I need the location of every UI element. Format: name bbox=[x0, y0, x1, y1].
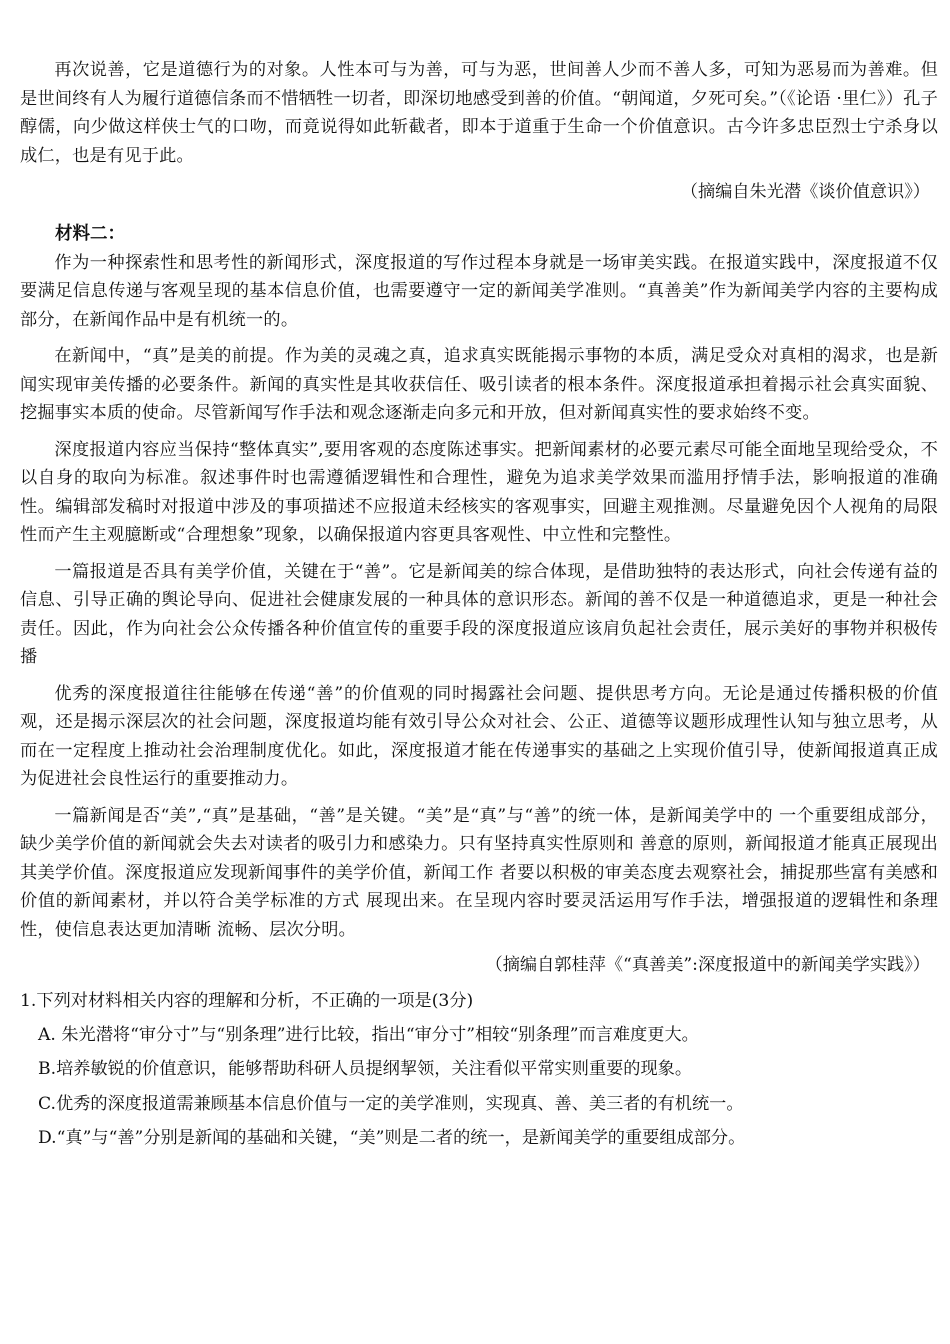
document-page bbox=[20, 56, 938, 1156]
question-stem: 1.下列对材料相关内容的理解和分析，不正确的一项是(3分) bbox=[20, 990, 474, 1011]
material1-source: （摘编自朱光潜《谈价值意识》） bbox=[680, 182, 930, 202]
material2-paragraph-3: 深度报道内容应当保持“整体真实”,要用客观的态度陈述事实。把新闻素材的必要元素尽可能全面地呈现给受众，不以自身的取向为标准。叙述事件时也需遵循逻辑性和合理性，避免为追求美学效果而滥用抒情手法，影响报道的准确性。编辑部发稿时对报道中涉及的事项描述不应报道未经核实的客观事实，回避主观推测。尽量避免因个人视角的局限性而产生主观臆断或“合理想象”现象，以确保报道内容更具客观性、中立性和完整性。 bbox=[20, 439, 938, 545]
option-a: A. 朱光潜将“审分寸”与“别条理”进行比较，指出“审分寸”相较“别条理”而言难度更大。 bbox=[38, 1024, 699, 1045]
option-c: C.优秀的深度报道需兼顾基本信息价值与一定的美学准则，实现真、善、美三者的有机统一。 bbox=[38, 1093, 744, 1114]
option-b: B.培养敏锐的价值意识，能够帮助科研人员提纲挈领，关注看似平常实则重要的现象。 bbox=[38, 1059, 693, 1079]
material2-paragraph-4: 一篇报道是否具有美学价值，关键在于“善”。它是新闻美的综合体现，是借助独特的表达形式，向社会传递有益的信息、引导正确的舆论导向、促进社会健康发展的一种具体的意识形态。新闻的善不仅是一种道德追求，更是一种社会责任。因此，作为向社会公众传播各种价值宣传的重要手段的深度报道应该肩负起社会责任，展示美好的事物并积极传播 bbox=[20, 561, 938, 667]
material1-paragraph: 再次说善，它是道德行为的对象。人性本可与为善，可与为恶，世间善人少而不善人多，可知为恶易而为善难。但是世间终有人为履行道德信条而不惜牺牲一切者，即深切地感受到善的价值。“朝闻道，夕死可矣。”（《论语 ·里仁》）孔子醇儒，向少做这样侠士气的口吻，而竟说得如此斩截者，即本于道重于生命一个价值意识。古今许多忠臣烈士宁杀身以成仁，也是有见于此。 bbox=[20, 60, 938, 166]
option-d: D.“真”与“善”分别是新闻的基础和关键，“美”则是二者的统一，是新闻美学的重要组成部分。 bbox=[38, 1128, 746, 1148]
material2-paragraph-2: 在新闻中，“真”是美的前提。作为美的灵魂之真，追求真实既能揭示事物的本质，满足受众对真相的渴求，也是新闻实现审美传播的必要条件。新闻的真实性是其收获信任、吸引读者的根本条件。深度报道承担着揭示社会真实面貌、挖掘事实本质的使命。尽管新闻写作手法和观念逐渐走向多元和开放，但对新闻真实性的要求始终不变。 bbox=[20, 346, 938, 423]
material2-paragraph-6: 一篇新闻是否“美”,“真”是基础，“善”是关键。“美”是“真”与“善”的统一体，是新闻美学中的 一个重要组成部分，缺少美学价值的新闻就会失去对读者的吸引力和感染力。只有坚持真实性原则和 善意的原则，新闻报道才能真正展现出其美学价值。深度报道应发现新闻事件的美学价值，新闻工作 者要以积极的审美态度去观察社会，捕捉那些富有美感和价值的新闻素材，并以符合美学标准的方式 展现出来。在呈现内容时要灵活运用写作手法，增强报道的逻辑性和条理性，使信息表达更加清晰 流畅、层次分明。 bbox=[20, 805, 938, 940]
material2-heading: 材料二： bbox=[55, 223, 125, 244]
material2-paragraph-5: 优秀的深度报道往往能够在传递“善”的价值观的同时揭露社会问题、提供思考方向。无论是通过传播积极的价值观，还是揭示深层次的社会问题，深度报道均能有效引导公众对社会、公正、道德等议题形成理性认知与独立思考，从而在一定程度上推动社会治理制度优化。如此，深度报道才能在传递事实的基础之上实现价值引导，使新闻报道真正成为促进社会良性运行的重要推动力。 bbox=[20, 683, 938, 789]
material2-source: （摘编自郭桂萍《“真善美”:深度报道中的新闻美学实践》） bbox=[485, 955, 930, 975]
material2-paragraph-1: 作为一种探索性和思考性的新闻形式，深度报道的写作过程本身就是一场审美实践。在报道实践中，深度报道不仅要满足信息传递与客观呈现的基本信息价值，也需要遵守一定的新闻美学准则。“真善美”作为新闻美学内容的主要构成部分，在新闻作品中是有机统一的。 bbox=[20, 252, 938, 330]
